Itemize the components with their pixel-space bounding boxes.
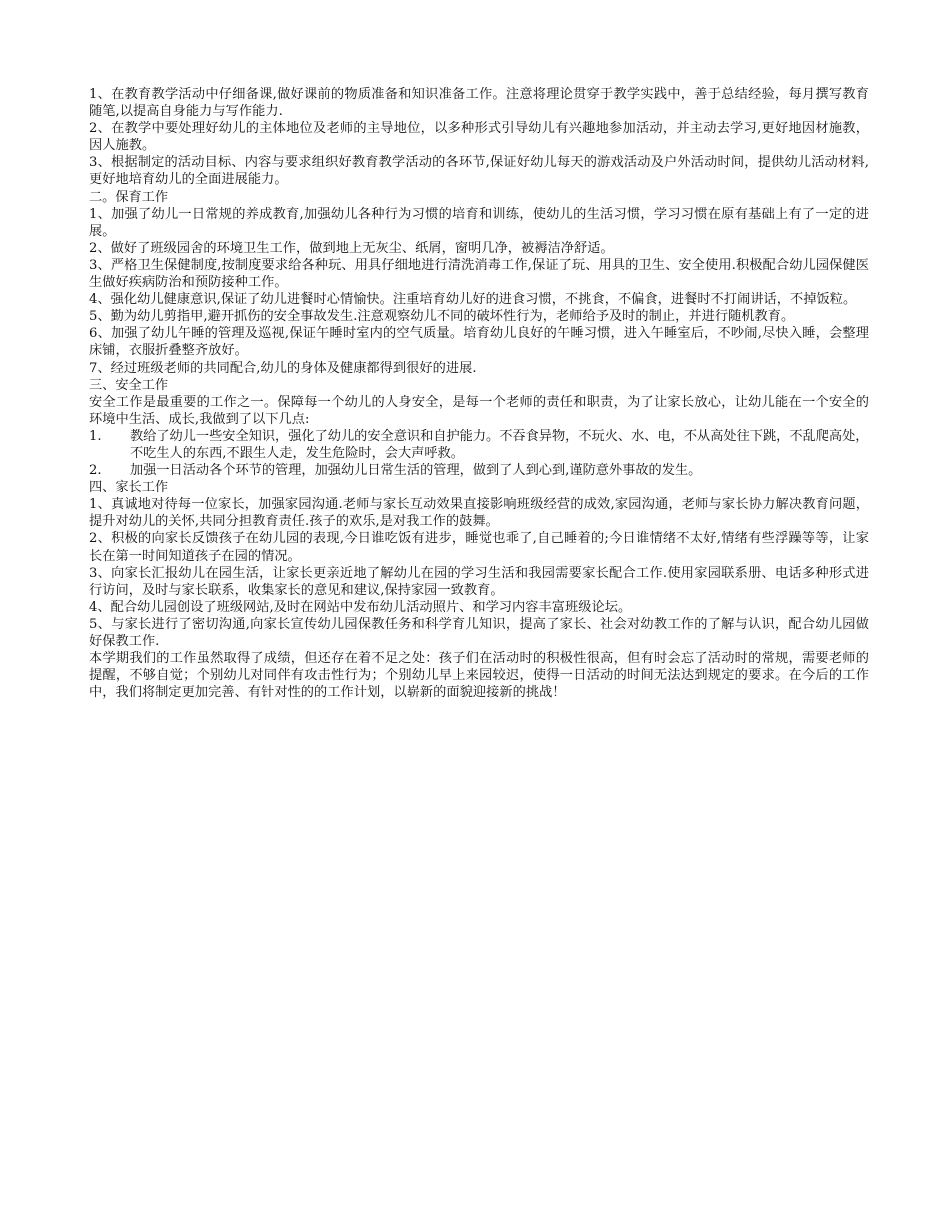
section2-item-6: 6、加强了幼儿午睡的管理及巡视,保证午睡时室内的空气质量。培育幼儿良好的午睡习惯，进入午睡室后，不吵闹,尽快入睡，会整理床铺，衣服折叠整齐放好。 (89, 326, 869, 359)
section1-item-2: 2、在教学中要处理好幼儿的主体地位及老师的主导地位，以多种形式引导幼儿有兴趣地参加活动，并主动去学习,更好地因材施教，因人施教。 (89, 121, 869, 154)
document-body (89, 86, 869, 701)
section1-item-3: 3、根据制定的活动目标、内容与要求组织好教育教学活动的各环节,保证好幼儿每天的游戏活动及户外活动时间，提供幼儿活动材料,更好地培育幼儿的全面进展能力。 (89, 155, 869, 188)
section2-item-4: 4、强化幼儿健康意识,保证了幼儿进餐时心情愉快。注重培育幼儿好的进食习惯，不挑食，不偏食，进餐时不打闹讲话，不掉饭粒。 (89, 292, 857, 308)
section2-item-1: 1、加强了幼儿一日常规的养成教育,加强幼儿各种行为习惯的培育和训练，使幼儿的生活习惯，学习习惯在原有基础上有了一定的进展。 (89, 206, 869, 239)
section4-item-4: 4、配合幼儿园创设了班级网站,及时在网站中发布幼儿活动照片、和学习内容丰富班级论坛。 (89, 599, 632, 615)
item-text: 教给了幼儿一些安全知识，强化了幼儿的安全意识和自护能力。不吞食异物，不玩火、水、电，不从高处往下跳，不乱爬高处，不吃生人的东西,不跟生人走，发生危险时，会大声呼救。 (130, 428, 869, 461)
section3-intro: 安全工作是最重要的工作之一。保障每一个幼儿的人身安全，是每一个老师的责任和职责，为了让家长放心，让幼儿能在一个安全的环境中生活、成长,我做到了以下几点: (89, 394, 869, 427)
section3-heading: 三、安全工作 (89, 377, 169, 393)
section2-item-7: 7、经过班级老师的共同配合,幼儿的身体及健康都得到很好的进展. (89, 360, 477, 376)
section2-heading: 二。保育工作 (89, 189, 169, 205)
section2-item-2: 2、做好了班级园舍的环境卫生工作，做到地上无灰尘、纸屑，窗明几净，被褥洁净舒适。 (89, 240, 614, 256)
section1-item-1: 1、在教育教学活动中仔细备课,做好课前的物质准备和知识准备工作。注意将理论贯穿于教学实践中，善于总结经验，每月撰写教育随笔,以提高自身能力与写作能力. (89, 87, 869, 120)
section3-numbered-item-1 (89, 428, 869, 462)
item-number: 1. (89, 428, 102, 444)
section4-item-3: 3、向家长汇报幼儿在园生活，让家长更亲近地了解幼儿在园的学习生活和我园需要家长配合工作.使用家园联系册、电话多种形式进行访问，及时与家长联系，收集家长的意见和建议,保持家园一致教育。 (89, 565, 869, 598)
section3-numbered-item-2 (89, 462, 869, 479)
conclusion-paragraph: 本学期我们的工作虽然取得了成绩，但还存在着不足之处：孩子们在活动时的积极性很高，但有时会忘了活动时的常规，需要老师的提醒，不够自觉；个别幼儿对同伴有攻击性行为；个别幼儿早上来园较迟，使得一日活动的时间无法达到规定的要求。在今后的工作中，我们将制定更加完善、有针对性的的工作计划，以崭新的面貌迎接新的挑战！ (89, 651, 869, 701)
section4-heading: 四、家长工作 (89, 480, 169, 496)
section4-item-1: 1、真诚地对待每一位家长，加强家园沟通.老师与家长互动效果直接影响班级经营的成效,家园沟通，老师与家长协力解决教育问题，提升对幼儿的关怀,共同分担教育责任.孩子的欢乐,是对我工作的鼓舞。 (89, 497, 869, 530)
section2-item-5: 5、勤为幼儿剪指甲,避开抓伤的安全事故发生.注意观察幼儿不同的破坏性行为，老师给予及时的制止，并进行随机教育。 (89, 309, 795, 325)
item-number: 2. (89, 463, 102, 479)
section4-item-2: 2、积极的向家长反馈孩子在幼儿园的表现,今日谁吃饭有进步，睡觉也乖了,自己睡着的;今日谁情绪不太好,情绪有些浮躁等等，让家长在第一时间知道孩子在园的情况。 (89, 531, 869, 564)
item-text: 加强一日活动各个环节的管理，加强幼儿日常生活的管理，做到了人到心到,谨防意外事故的发生。 (130, 463, 702, 479)
section4-item-5: 5、与家长进行了密切沟通,向家长宣传幼儿园保教任务和科学育儿知识，提高了家长、社会对幼教工作的了解与认识，配合幼儿园做好保教工作. (89, 616, 869, 649)
section2-item-3: 3、严格卫生保健制度,按制度要求给各种玩、用具仔细地进行清洗消毒工作,保证了玩、用具的卫生、安全使用.积极配合幼儿园保健医生做好疾病防治和预防接种工作。 (89, 257, 869, 291)
